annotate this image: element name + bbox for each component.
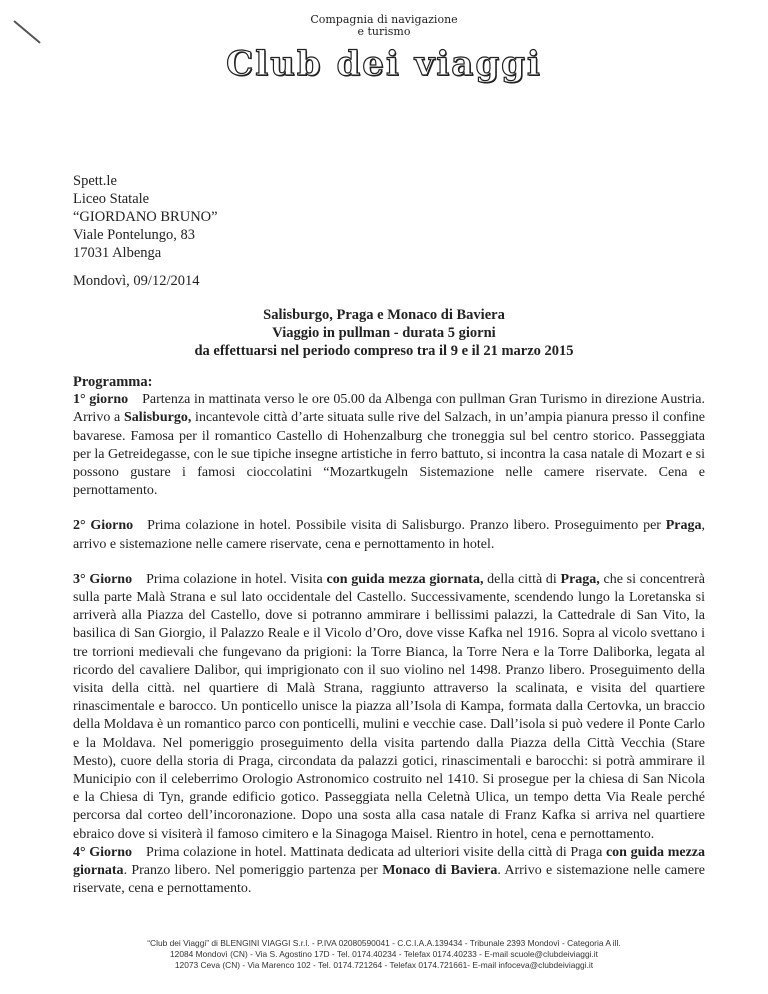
letterhead [0, 14, 768, 84]
program-section [73, 373, 705, 898]
company-tagline-1: Compagnia di navigazione [310, 13, 458, 26]
day-text: . Arrivo e sistemazione nelle camere riservate, cena e pernottamento. [73, 863, 706, 897]
day-label: 1° giorno [73, 392, 129, 408]
company-tagline-2: e turismo [357, 25, 411, 38]
recipient-line: Liceo Statale [73, 191, 150, 207]
day-text: Prima colazione in hotel. Visita [146, 571, 327, 587]
day-4-paragraph [73, 844, 705, 899]
place-name: Praga [665, 518, 702, 534]
letter-date: Mondovì, 09/12/2014 [73, 273, 200, 289]
day-1-paragraph [73, 391, 705, 500]
day-2-paragraph [73, 517, 705, 553]
title-line: Viaggio in pullman - durata 5 giorni [272, 325, 496, 341]
place-name: Salisburgo, [124, 410, 192, 426]
title-line: Salisburgo, Praga e Monaco di Baviera [263, 307, 505, 323]
recipient-line: 17031 Albenga [73, 245, 162, 261]
letter-footer [0, 938, 768, 971]
recipient-line: Viale Pontelungo, 83 [73, 227, 195, 243]
trip-title [60, 306, 708, 360]
day-text: della città di [483, 571, 561, 587]
title-line: da effettuarsi nel periodo compreso tra il 9 e il 21 marzo 2015 [194, 343, 574, 359]
day-text: , arrivo e sistemazione nelle camere riservate, cena e pernottamento in hotel. [73, 518, 705, 552]
day-text: . Pranzo libero. Nel pomeriggio partenza per [123, 863, 383, 879]
recipient-salutation: Spett.le [73, 173, 117, 189]
day-text: Prima colazione in hotel. Mattinata dedicata ad ulteriori visite della città di Praga [146, 844, 606, 860]
place-name: Praga, [560, 571, 600, 587]
footer-line: “Club dei Viaggi” di BLENGINI VIAGGI S.r.l. - P.IVA 02080590041 - C.C.I.A.A.139434 - Tribunale 2393 Mondovì - Categoria A ill. [147, 938, 621, 948]
day-text: Partenza in mattinata verso le ore 05.00 da Albenga con pullman Gran Turismo in direzione Austria. Arrivo a [73, 392, 705, 426]
day-label: 4° Giorno [73, 844, 133, 860]
footer-line: 12084 Mondovì (CN) - Via S. Agostino 17D - Tel. 0174.40234 - Telefax 0174.40233 - E-mail scuole@clubdeiviaggi.it [170, 949, 598, 959]
recipient-address [73, 172, 218, 262]
guide-note: con guida mezza giornata [73, 844, 706, 879]
brand-logo: Club dei viaggi [226, 44, 542, 84]
day-label: 3° Giorno [73, 571, 133, 587]
program-heading: Programma: [73, 374, 153, 390]
day-3-paragraph [73, 571, 705, 844]
day-text: Prima colazione in hotel. Possibile visita di Salisburgo. Pranzo libero. Proseguimento per [147, 518, 666, 534]
day-text: che si concentrerà sulla parte Malà Strana e sul lato occidentale del Castello. Successivamente, scendendo lungo la Loretanska si arriverà alla Piazza del Castello, dove si potranno ammirare i bellissimi palazzi, la Cattedrale di San Vito, la basilica di San Giorgio, il Palazzo Reale e il Vicolo d’Oro, dove visse Kafka nel 1916. Sopra al vicolo svettano i tre torrioni medievali che fungevano da prigioni: la Torre Bianca, la Torre Nera e la Torre Daliborka, legata al ricordo del cavaliere Dalibor, qui imprigionato con il suo violino nel 1498. Pranzo libero. Proseguimento della visita della città. nel quartiere di Malà Strana, raggiunto attraverso la scalinata, e visita del quartiere rinascimentale e barocco. Un ponticello unisce la piazza all’Isola di Kampa, formata dalla Certovka, un braccio della Moldava è un romantico parco con ponticelli, mulini e vecchie case. Dall’isola si può vedere il Ponte Carlo e la Moldava. Nel pomeriggio proseguimento della visita partendo dalla Piazza della Città Vecchia (Stare Mesto), cuore della storia di Praga, circondata da palazzi gotici, rinascimentali e barocchi: si potrà ammirare il Municipio con il celeberrimo Orologio Astronomico costruito nel 1410. Si prosegue per la chiesa di San Nicola e la Chiesa di Tyn, grande edificio gotico. Passeggiata nella Celetnà Ulica, un tempo detta Via Reale perché percorsa dal corteo dell’incoronazione. Dopo una sosta alla casa natale di Franz Kafka si arriva nel quartiere ebraico dove si visiterà il famoso cimitero e la Sinagoga Maisel. Rientro in hotel, cena e pernottamento. [73, 571, 705, 842]
recipient-line: “GIORDANO BRUNO” [73, 209, 218, 225]
day-text: incantevole città d’arte situata sulle rive del Salzach, in un’ampia pianura presso il confine bavarese. Famosa per il romantico Castello di Hohenzalburg che troneggia sul bel centro storico. Passeggiata per la Getreidegasse, con le sue tipiche insegne artistiche in ferro battuto, si incontra la casa natale di Mozart e si possono gustare i famosi cioccolatini “Mozartkugeln Sistemazione nelle camere riservate. Cena e pernottamento. [73, 410, 706, 499]
guide-note: con guida mezza giornata, [326, 571, 484, 587]
day-label: 2° Giorno [73, 518, 134, 534]
place-name: Monaco di Baviera [382, 863, 498, 879]
footer-line: 12073 Ceva (CN) - Via Marenco 102 - Tel. 0174.721264 - Telefax 0174.721661- E-mail infoceva@clubdeiviaggi.it [174, 960, 594, 970]
